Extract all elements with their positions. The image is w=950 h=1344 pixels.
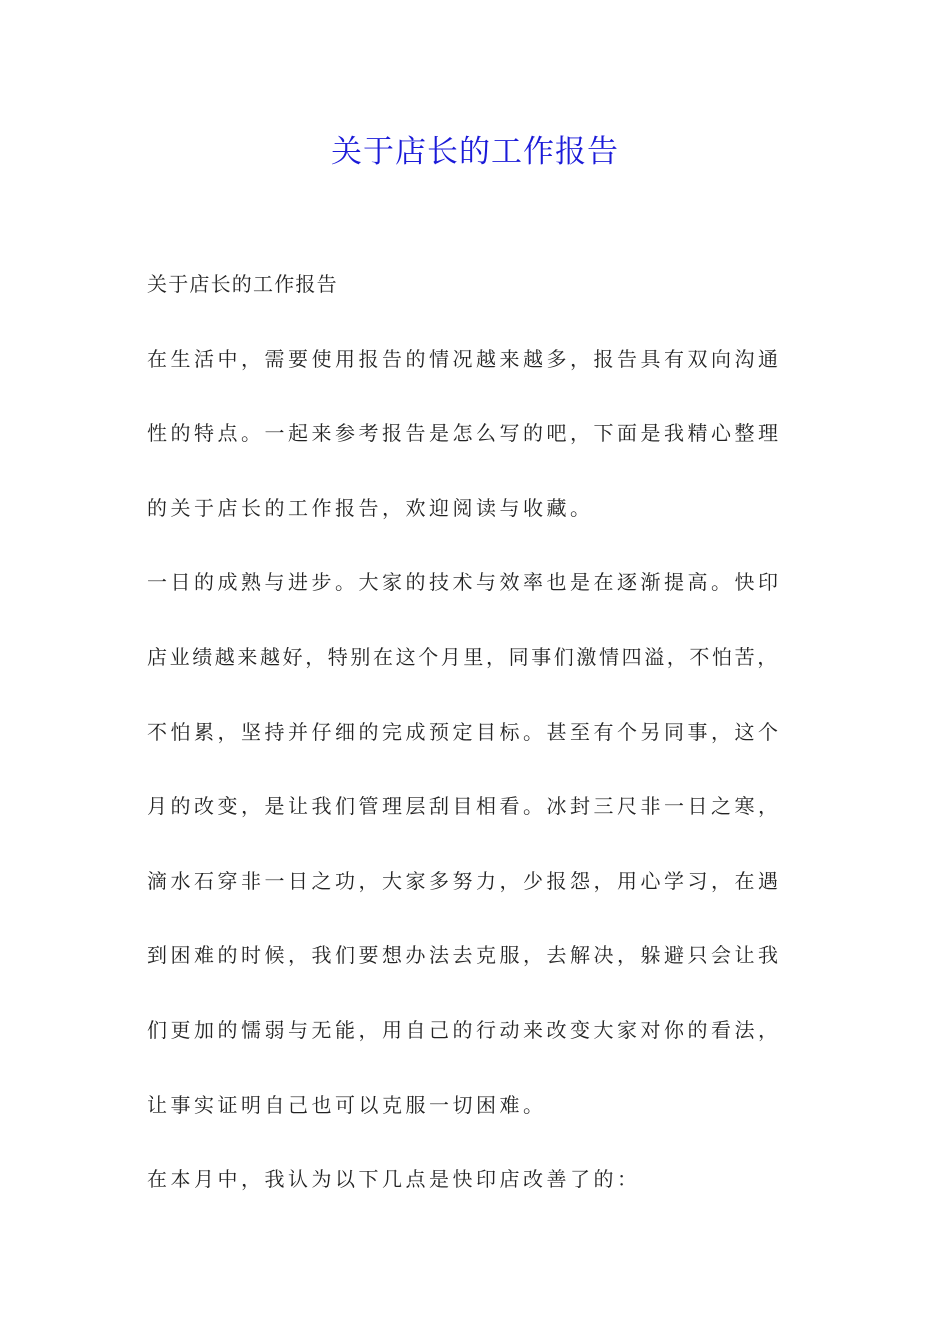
text-line: 一日的成熟与进步。大家的技术与效率也是在逐渐提高。快印: [147, 570, 782, 595]
paragraph-main: [147, 560, 837, 1157]
text-line: 不怕累，坚持并仔细的完成预定目标。甚至有个另同事，这个: [147, 719, 782, 744]
text-line: 关于店长的工作报告: [147, 272, 338, 296]
text-line: 到困难的时候，我们要想办法去克服，去解决，躲避只会让我: [147, 943, 782, 968]
text-line: 性的特点。一起来参考报告是怎么写的吧，下面是我精心整理: [147, 421, 782, 446]
text-line: 在生活中，需要使用报告的情况越来越多，报告具有双向沟通: [147, 346, 782, 371]
text-line: 滴水石穿非一日之功，大家多努力，少报怨，用心学习，在遇: [147, 868, 782, 893]
text-line: 月的改变，是让我们管理层刮目相看。冰封三尺非一日之寒，: [147, 794, 782, 819]
document-body: [147, 262, 837, 1232]
text-line: 们更加的懦弱与无能，用自己的行动来改变大家对你的看法，: [147, 1017, 782, 1042]
text-line: 的关于店长的工作报告，欢迎阅读与收藏。: [147, 495, 594, 520]
document-title: 关于店长的工作报告: [331, 134, 619, 170]
text-line: 在本月中，我认为以下几点是快印店改善了的：: [147, 1167, 641, 1192]
paragraph-intro: [147, 337, 837, 561]
paragraph-heading: [147, 262, 837, 337]
text-line: 店业绩越来越好，特别在这个月里，同事们激情四溢，不怕苦，: [147, 644, 780, 669]
paragraph-list-intro: [147, 1157, 837, 1232]
text-line: 让事实证明自己也可以克服一切困难。: [147, 1092, 547, 1117]
